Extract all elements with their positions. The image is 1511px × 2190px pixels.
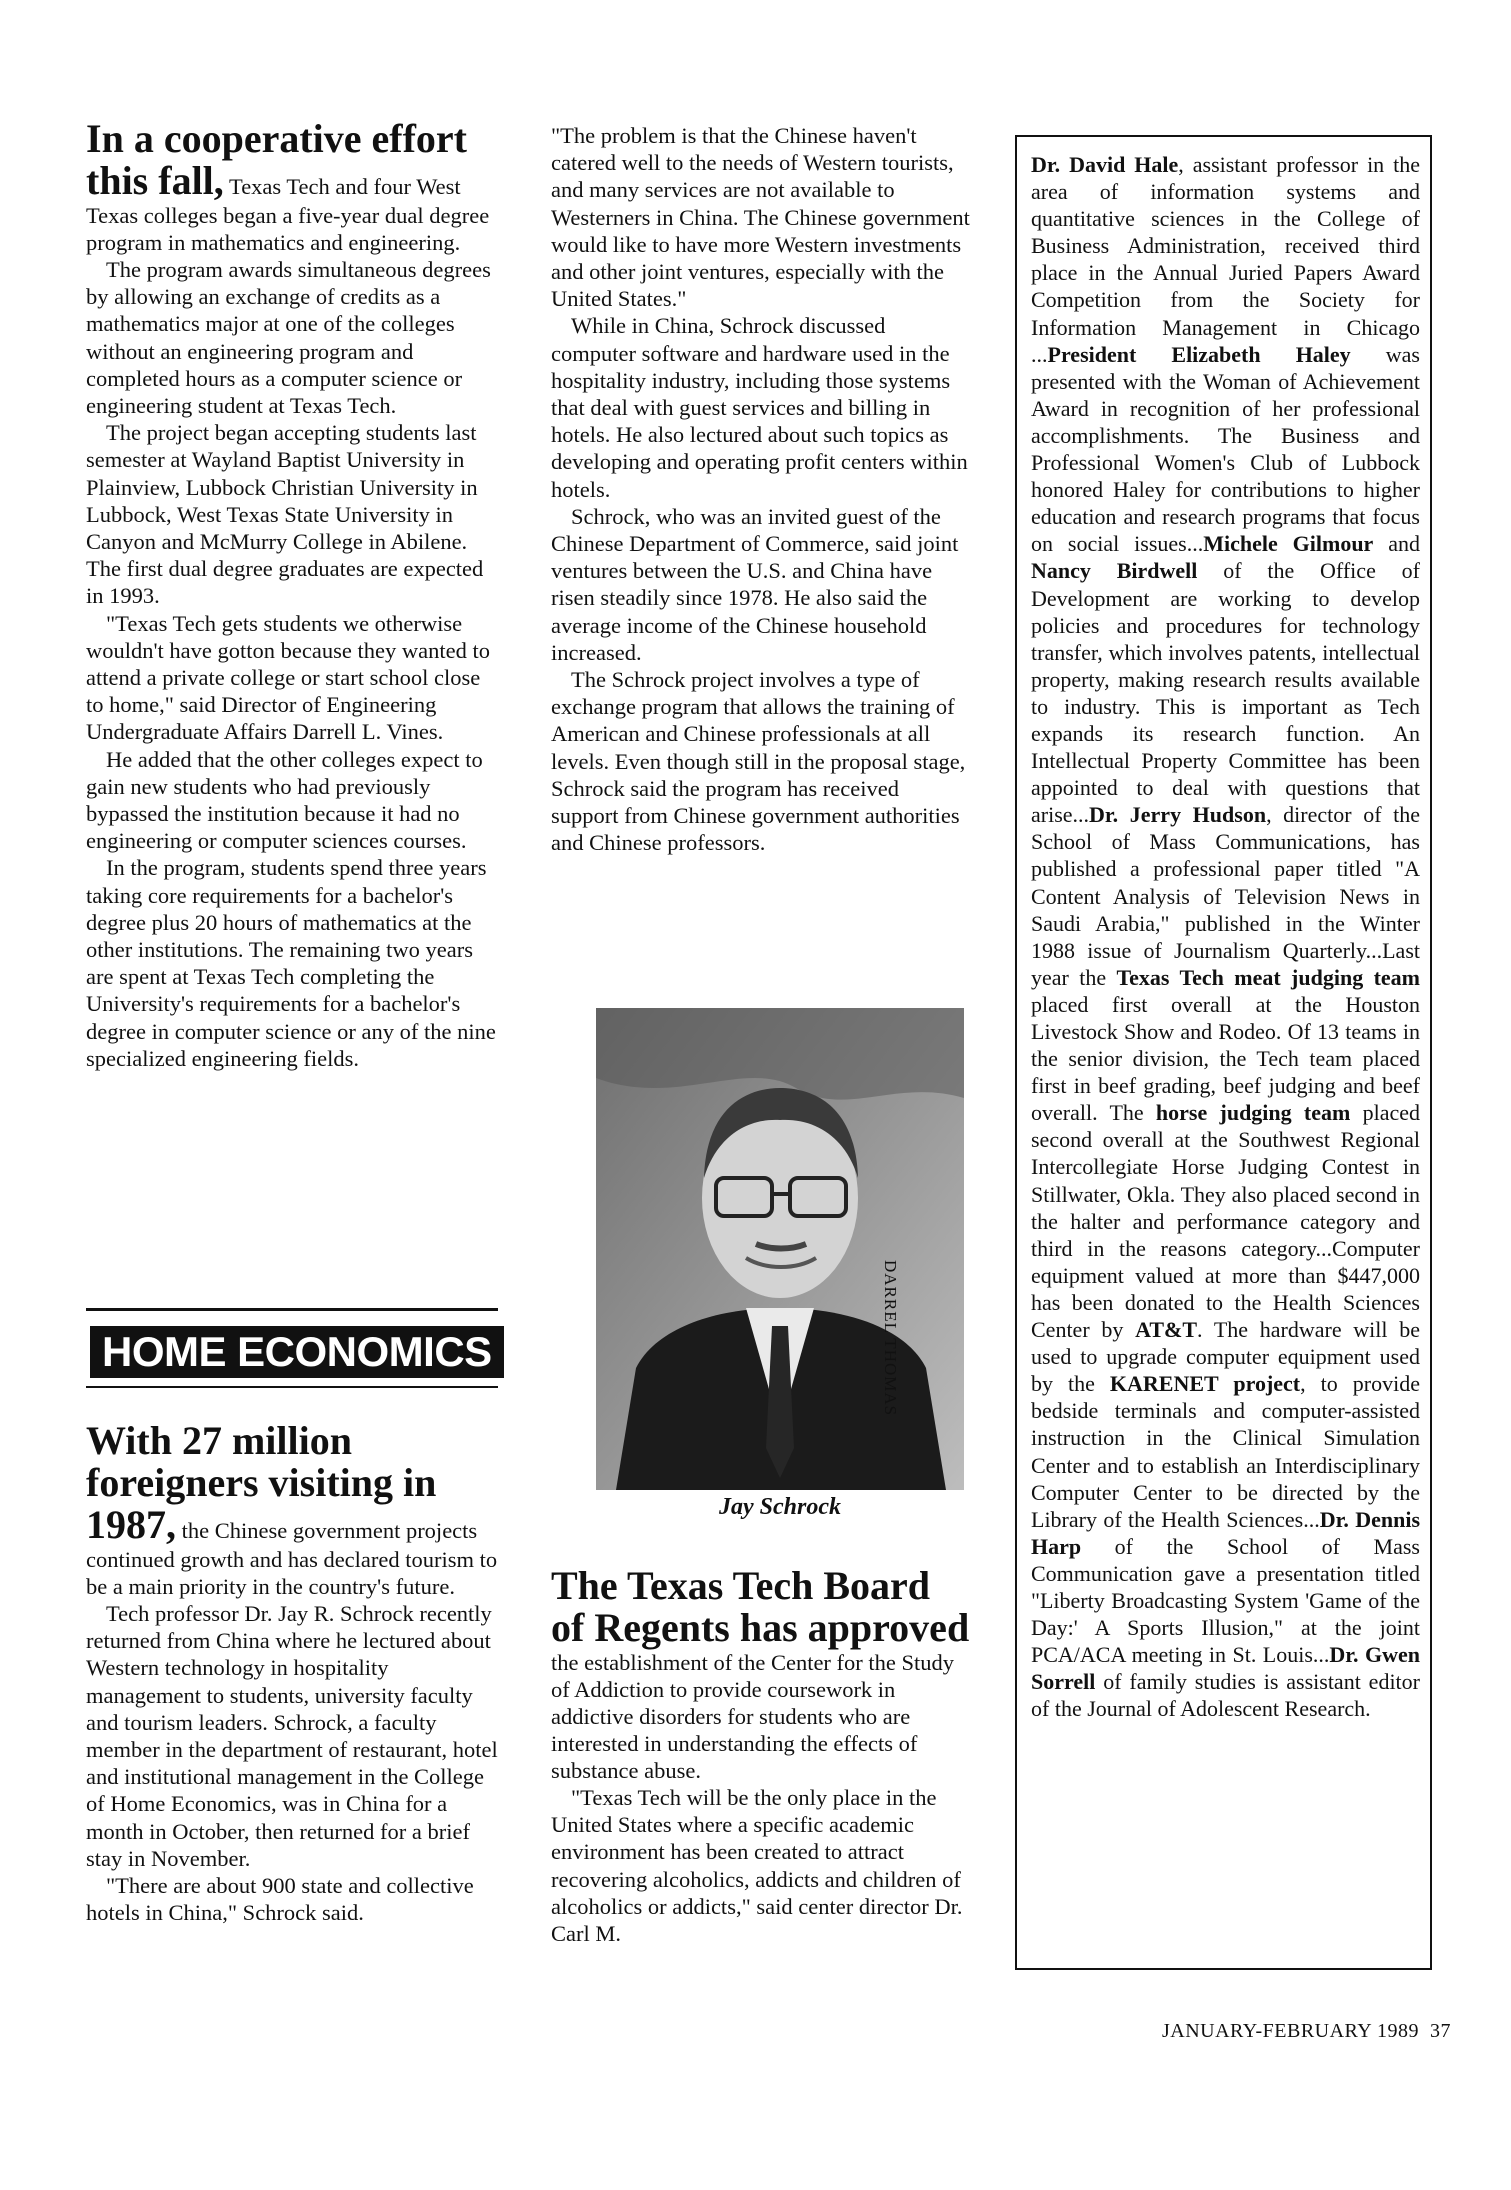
story-lead-text: Texas Tech and four West Texas colleges began a five-year dual degree program in mathematics and engineering. [86, 174, 490, 255]
photo-credit: DARREL THOMAS [881, 1260, 900, 1417]
notes-highlight-name: Nancy Birdwell [1031, 558, 1198, 584]
notes-highlight-name: Dr. Gwen Sorrell [1031, 1642, 1420, 1695]
section-divider [86, 1386, 498, 1388]
notes-text-run: was presented with the Woman of Achievement Award in recognition of her professional accomplishments. The Business and Professional Women's Club of Lubbock honored Haley for contributions to higher education and research programs that focus on social issues... [1031, 341, 1420, 557]
photo-caption: Jay Schrock [719, 1494, 841, 1520]
story-headline: The Texas Tech Board of Regents has approved [551, 1563, 970, 1650]
notes-highlight-name: horse judging team [1155, 1100, 1351, 1126]
story-lead-paragraph [86, 118, 501, 256]
notes-text-run: placed second overall at the Southwest Regional Intercollegiate Horse Judging Contest in Stillwater, Okla. They also placed second in the halter and performance category and third in the reasons category...Computer equipment valued at more than $447,000 has been donated to the Health Sciences Center by [1031, 1100, 1421, 1343]
notes-text-run: , assistant professor in the area of information systems and quantitative sciences in the College of Business Administration, received third place in the Annual Juried Papers Award Competition from the Society for Information Management in Chicago ... [1031, 152, 1421, 367]
paragraph: "Texas Tech gets students we otherwise wouldn't have gotton because they wanted to attend a private college or start school close to home," said Director of Engineering Undergraduate Affairs Darrell L. Vines. [86, 610, 490, 745]
page-footer [1162, 2020, 1451, 2043]
notes-text-run: placed first overall at the Houston Livestock Show and Rodeo. Of 13 teams in the senior division, the Tech team placed first in beef grading, beef judging and beef overall. The [1031, 991, 1420, 1126]
notes-highlight-name: Texas Tech meat judging team [1116, 964, 1421, 990]
notes-highlight-name: Dr. Dennis Harp [1031, 1506, 1421, 1559]
paragraph: The Schrock project involves a type of exchange program that allows the training of American and Chinese professionals at all levels. Even though still in the proposal stage, Schrock said the program has received support from Chinese government authorities and Chinese professors. [551, 667, 966, 856]
notes-highlight-name: AT&T [1135, 1317, 1198, 1343]
column-1-lower [86, 1420, 501, 1926]
notes-text-run: of the Office of Development are working to develop policies and procedures for technology transfer, which involves patents, intellectual property, making research results available to industry. This is important as Tech expands its research function. An Intellectual Property Committee has been appointed to deal with questions that arise... [1031, 558, 1420, 828]
notes-text-run: of family studies is assistant editor of the Journal of Adolescent Research. [1031, 1669, 1420, 1722]
issue-date: JANUARY-FEBRUARY 1989 [1161, 2020, 1419, 2042]
story-lead-paragraph [551, 1565, 971, 1784]
paragraph: Schrock, who was an invited guest of the Chinese Department of Commerce, said joint ventures between the U.S. and China have risen steadily since 1978. He also said the average income of the Chinese household increased. [551, 503, 959, 665]
notes-text-run: , director of the School of Mass Communications, has published a professional paper titled "A Content Analysis of Television News in Saudi Arabia," published in the Winter 1988 issue of Journalism Quarterly...Last year the [1031, 802, 1420, 990]
column-2 [551, 122, 971, 856]
story-lead-text: the establishment of the Center for the Study of Addiction to provide coursework in addictive disorders for students who are interested in understanding the effects of substance abuse. [551, 1650, 955, 1783]
story-lead-text: the Chinese government projects continued growth and has declared tourism to be a main priority in the country's future. [86, 1518, 498, 1599]
story-headline: In a cooperative effort this fall, [86, 116, 467, 203]
section-divider [86, 1308, 498, 1311]
notes-paragraph [1031, 151, 1420, 1722]
paragraph: The project began accepting students last semester at Wayland Baptist University in Plainview, Lubbock Christian University in Lubbock, West Texas State University in Canyon and McMurry College in Abilene. The first dual degree graduates are expected in 1993. [86, 420, 484, 609]
paragraph: "There are about 900 state and collective hotels in China," Schrock said. [86, 1873, 474, 1926]
story-body [86, 1600, 501, 1926]
notes-highlight-name: Michele Gilmour [1203, 531, 1374, 557]
notes-highlight-name: President Elizabeth Haley [1047, 341, 1351, 367]
notes-text-run: , to provide bedside terminals and computer-assisted instruction in the Clinical Simulation Center and to establish an Interdisciplinary Computer Center to be directed by the Library of the Health Sciences... [1031, 1371, 1420, 1532]
paragraph: "Texas Tech will be the only place in the United States where a specific academic environment has been created to attract recovering alcoholics, addicts and children of alcoholics or addicts," said center director Dr. Carl M. [551, 1785, 963, 1947]
paragraph: "The problem is that the Chinese haven't catered well to the needs of Western tourists, and many services are not available to Westerners in China. The Chinese government would like to have more Western investments and other joint ventures, especially with the United States." [551, 123, 970, 312]
notes-text-run: . The hardware will be used to upgrade computer equipment used by the [1031, 1317, 1420, 1397]
notes-highlight-name: Dr. David Hale [1031, 152, 1179, 177]
paragraph: In the program, students spend three years taking core requirements for a bachelor's degree plus 20 hours of mathematics at the other institutions. The remaining two years are spent at Texas Tech completing the University's requirements for a bachelor's degree in computer science or any of the nine specialized engineering fields. [86, 855, 496, 1071]
paragraph: The program awards simultaneous degrees by allowing an exchange of credits as a mathematics major at one of the colleges without an engineering program and completed hours as a computer science or engineering student at Texas Tech. [86, 257, 491, 419]
paragraph: Tech professor Dr. Jay R. Schrock recently returned from China where he lectured about Western technology in hospitality management to students, university faculty and tourism leaders. Schrock, a faculty member in the department of restaurant, hotel and institutional management in the College of Home Economics, was in China for a month in October, then returned for a brief stay in November. [86, 1601, 498, 1871]
column-2-lower [551, 1565, 971, 1947]
page-number: 37 [1430, 2020, 1451, 2042]
notes-text-run: of the School of Mass Communication gave a presentation titled "Liberty Broadcasting System 'Game of the Day:' A Sports Illusion," at the joint PCA/ACA meeting in St. Louis... [1031, 1533, 1420, 1668]
notes-highlight-name: Dr. Jerry Hudson [1089, 802, 1267, 828]
story-body [86, 256, 501, 1072]
story-headline: With 27 million foreigners visiting in 1987, [86, 1418, 437, 1547]
paragraph: He added that the other colleges expect to gain new students who had previously bypassed the institution because it had no engineering or computer sciences courses. [86, 746, 483, 854]
campus-notes-box [1015, 135, 1432, 1970]
portrait-illustration [596, 1008, 964, 1490]
paragraph: While in China, Schrock discussed computer software and hardware used in the hospitality industry, including those systems that deal with guest services and billing in hotels. He also lectured about such topics as developing and operating profit centers within hotels. [551, 313, 968, 502]
portrait-photo [596, 1008, 964, 1490]
notes-text-run: and [1373, 531, 1421, 557]
section-label: HOME ECONOMICS [90, 1326, 504, 1378]
column-1 [86, 118, 501, 1072]
story-lead-paragraph [86, 1420, 501, 1600]
notes-highlight-name: KARENET project [1109, 1371, 1301, 1397]
